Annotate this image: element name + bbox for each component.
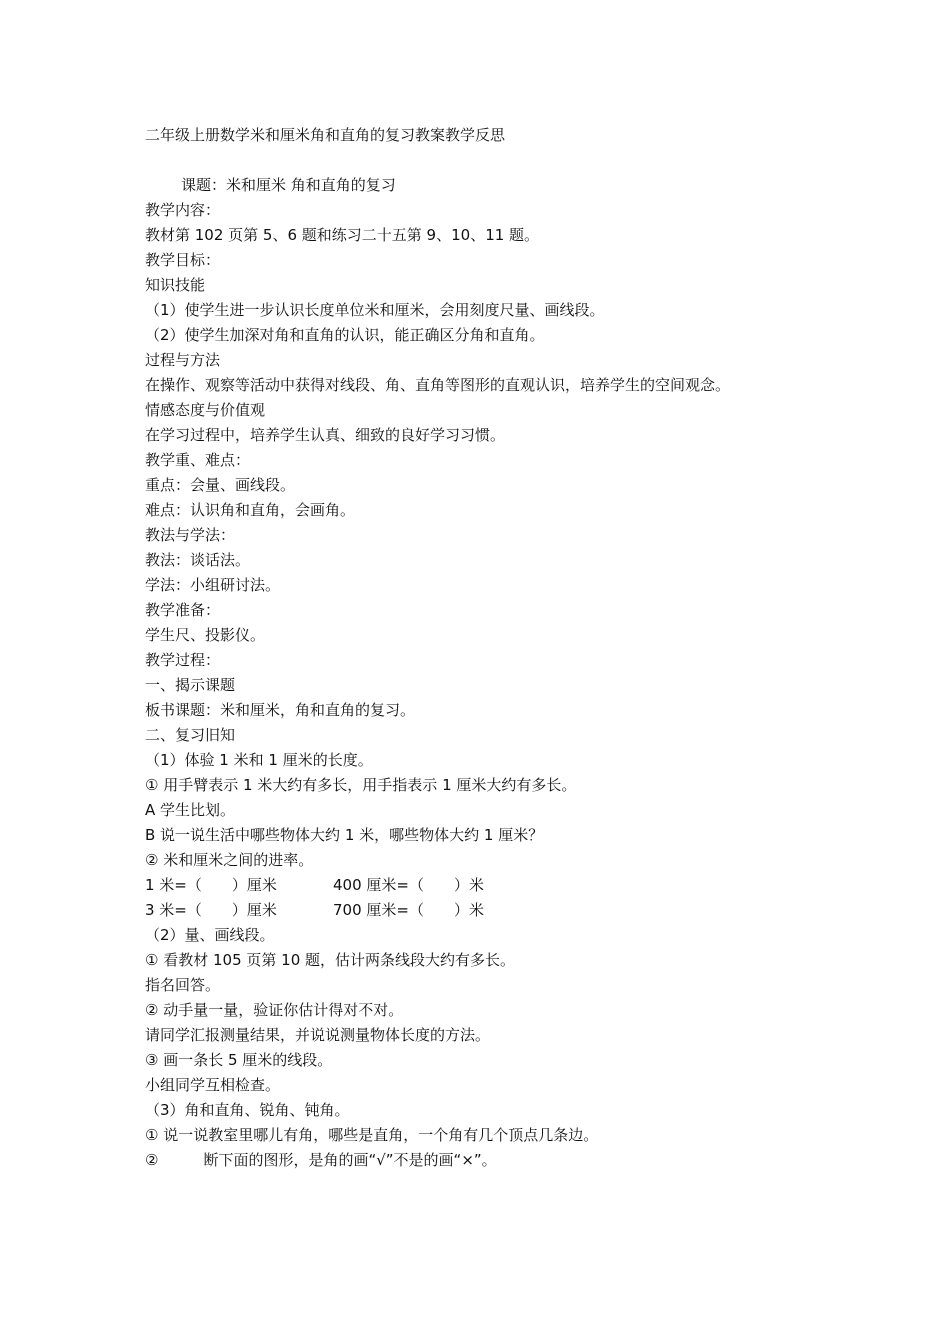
text-line: 教学内容： — [145, 201, 221, 219]
text-line: 教法与学法： — [145, 526, 236, 544]
text-line: （1）使学生进一步认识长度单位米和厘米，会用刻度尺量、画线段。 — [145, 301, 605, 319]
text-line: ① 用手臂表示 1 米大约有多长，用手指表示 1 厘米大约有多长。 — [145, 776, 577, 794]
text-line: （2）量、画线段。 — [145, 926, 275, 944]
text-line: （3）角和直角、锐角、钝角。 — [145, 1101, 350, 1119]
text-line: 在学习过程中，培养学生认真、细致的良好学习习惯。 — [145, 426, 506, 444]
text-line: 学生尺、投影仪。 — [145, 626, 266, 644]
text-line: 知识技能 — [145, 276, 206, 294]
text-line: 重点：会量、画线段。 — [145, 476, 296, 494]
text-line: （2）使学生加深对角和直角的认识，能正确区分角和直角。 — [145, 326, 545, 344]
text-line: 在操作、观察等活动中获得对线段、角、直角等图形的直观认识，培养学生的空间观念。 — [145, 376, 731, 394]
conversion-left: 1 米=（ ）厘米 — [145, 876, 277, 894]
text-line: 教法：谈话法。 — [145, 551, 251, 569]
conversion-row — [145, 898, 865, 923]
text-line: 过程与方法 — [145, 351, 221, 369]
document-title: 二年级上册数学米和厘米角和直角的复习教案教学反思 — [145, 126, 506, 144]
text-line: 难点：认识角和直角，会画角。 — [145, 501, 356, 519]
content-section-2 — [145, 923, 865, 1173]
conversion-right: 700 厘米=（ ）米 — [333, 901, 484, 919]
document-body — [145, 123, 865, 1173]
text-line: 教学过程： — [145, 651, 221, 669]
text-line: 教材第 102 页第 5、6 题和练习二十五第 9、10、11 题。 — [145, 226, 540, 244]
text-line: 指名回答。 — [145, 976, 221, 994]
text-line: 教学目标： — [145, 251, 221, 269]
conversion-right: 400 厘米=（ ）米 — [333, 876, 484, 894]
topic-line: 课题：米和厘米 角和直角的复习 — [181, 176, 396, 194]
text-line: 教学重、难点： — [145, 451, 251, 469]
conversion-row — [145, 873, 865, 898]
text-line: 小组同学互相检查。 — [145, 1076, 281, 1094]
conversion-exercises — [145, 873, 865, 923]
text-line: 教学准备： — [145, 601, 221, 619]
text-line: ① 看教材 105 页第 10 题，估计两条线段大约有多长。 — [145, 951, 516, 969]
text-line: 请同学汇报测量结果，并说说测量物体长度的方法。 — [145, 1026, 491, 1044]
content-section-1 — [145, 198, 865, 873]
text-line: （1）体验 1 米和 1 厘米的长度。 — [145, 751, 373, 769]
text-line: ② 动手量一量，验证你估计得对不对。 — [145, 1001, 404, 1019]
text-line: ② 米和厘米之间的进率。 — [145, 851, 314, 869]
text-line: 学法：小组研讨法。 — [145, 576, 281, 594]
text-line: 板书课题：米和厘米，角和直角的复习。 — [145, 701, 416, 719]
text-line: 一、揭示课题 — [145, 676, 236, 694]
conversion-left: 3 米=（ ）厘米 — [145, 901, 277, 919]
text-line: ① 说一说教室里哪儿有角，哪些是直角，一个角有几个顶点几条边。 — [145, 1126, 599, 1144]
text-line: ② 断下面的图形，是角的画“√”不是的画“×”。 — [145, 1151, 497, 1169]
text-line: 二、复习旧知 — [145, 726, 236, 744]
text-line: ③ 画一条长 5 厘米的线段。 — [145, 1051, 333, 1069]
text-line: 情感态度与价值观 — [145, 401, 266, 419]
text-line: B 说一说生活中哪些物体大约 1 米，哪些物体大约 1 厘米？ — [145, 826, 544, 844]
text-line: A 学生比划。 — [145, 801, 236, 819]
